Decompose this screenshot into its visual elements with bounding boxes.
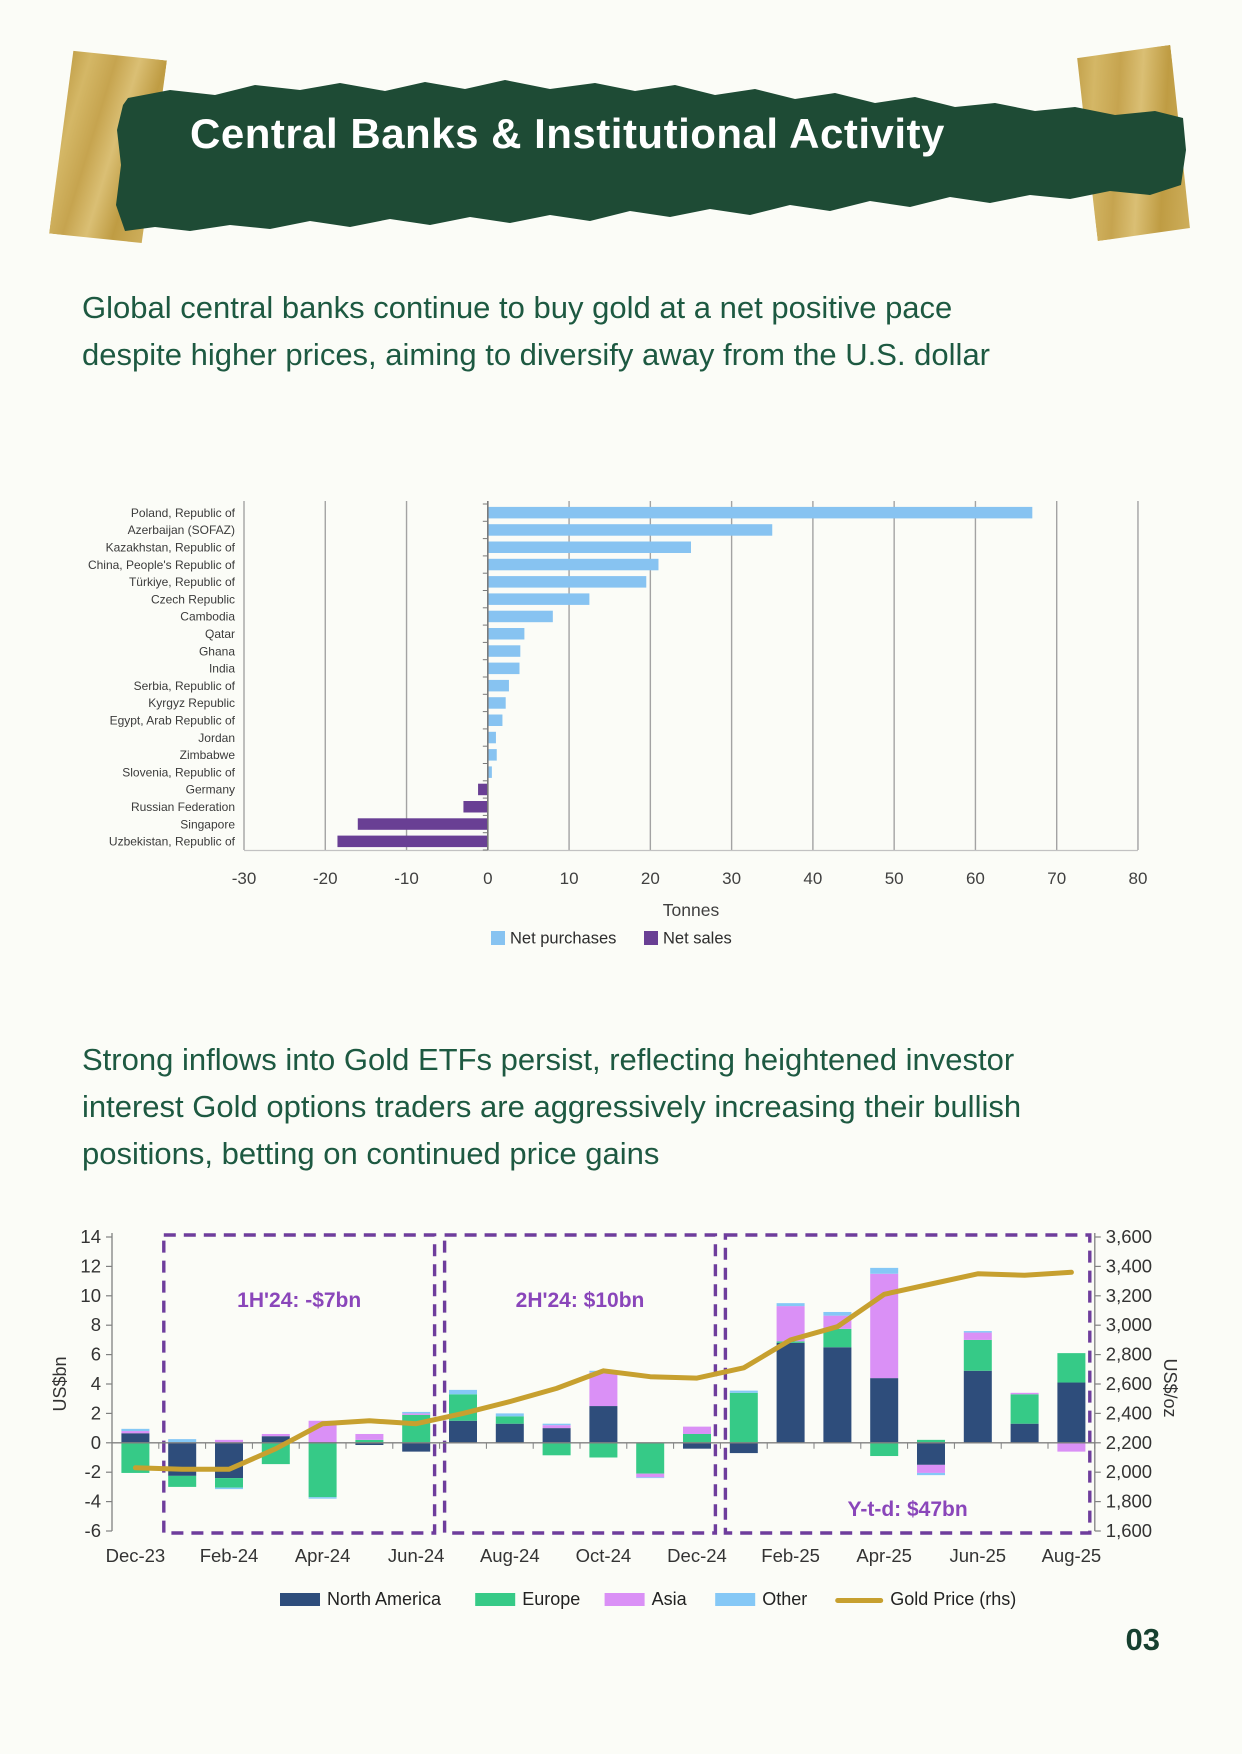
- country-label: India: [208, 661, 235, 676]
- x-tick-label: 0: [483, 869, 493, 888]
- page-number: 03: [1125, 1622, 1160, 1657]
- x-tick-label: 30: [722, 869, 742, 888]
- legend-label: North America: [327, 1589, 442, 1609]
- legend-swatch-other: [715, 1593, 755, 1606]
- bar-segment-europe: [964, 1340, 992, 1371]
- bar-segment-europe: [168, 1476, 196, 1487]
- right-tick-label: 1,800: [1105, 1490, 1153, 1512]
- bar-segment-north-america: [917, 1443, 945, 1465]
- bar-segment-asia: [543, 1425, 571, 1428]
- x-tick-label: 70: [1047, 869, 1067, 888]
- country-label: China, People's Republic of: [87, 557, 235, 572]
- left-tick-label: 6: [90, 1343, 101, 1365]
- country-label: Kyrgyz Republic: [148, 696, 235, 711]
- country-label: Qatar: [204, 626, 235, 641]
- bar-net-purchases: [488, 524, 772, 536]
- x-tick-label: Aug-24: [479, 1545, 540, 1566]
- left-tick-label: 12: [80, 1255, 101, 1277]
- country-label: Singapore: [180, 817, 235, 832]
- left-tick-label: 0: [90, 1431, 101, 1453]
- bar-segment-north-america: [823, 1347, 851, 1443]
- bar-net-purchases: [488, 697, 506, 709]
- bar-net-sales: [337, 836, 487, 848]
- bar-segment-north-america: [683, 1443, 711, 1449]
- right-tick-label: 2,200: [1105, 1431, 1153, 1453]
- bar-segment-asia: [870, 1274, 898, 1378]
- country-label: Türkiye, Republic of: [128, 575, 235, 590]
- bar-segment-north-america: [496, 1424, 524, 1443]
- right-tick-label: 3,200: [1105, 1284, 1153, 1306]
- annotation-text: 2H'24: $10bn: [515, 1289, 645, 1312]
- country-label: Germany: [185, 782, 235, 797]
- legend-swatch-asia: [605, 1593, 645, 1606]
- bar-segment-north-america: [543, 1428, 571, 1443]
- bar-net-purchases: [488, 542, 691, 554]
- bar-segment-asia: [683, 1427, 711, 1434]
- bar-segment-other: [777, 1303, 805, 1306]
- annotation-text: Y-t-d: $47bn: [847, 1498, 968, 1521]
- intro-2-line-3: positions, betting on continued price gains: [82, 1136, 660, 1171]
- x-tick-label: 60: [965, 869, 985, 888]
- right-tick-label: 2,400: [1105, 1402, 1153, 1424]
- intro-2-line-2: interest Gold options traders are aggressively increasing their bullish: [82, 1089, 1022, 1124]
- bar-segment-other: [309, 1497, 337, 1498]
- bar-segment-asia: [402, 1413, 430, 1414]
- legend-label: Other: [762, 1589, 808, 1609]
- bar-segment-europe: [543, 1443, 571, 1455]
- bar-segment-europe: [1057, 1353, 1085, 1382]
- bar-segment-asia: [636, 1474, 664, 1478]
- left-tick-label: -6: [84, 1520, 101, 1541]
- x-tick-label: -20: [312, 869, 338, 888]
- x-tick-label: Dec-23: [105, 1545, 166, 1566]
- x-tick-label: Oct-24: [575, 1545, 632, 1566]
- bar-segment-europe: [870, 1443, 898, 1456]
- x-tick-label: Apr-24: [294, 1545, 351, 1566]
- bar-segment-north-america: [777, 1343, 805, 1443]
- country-label: Zimbabwe: [179, 748, 235, 763]
- right-tick-label: 2,800: [1105, 1343, 1153, 1365]
- bar-segment-other: [636, 1477, 664, 1478]
- bar-segment-asia: [1057, 1443, 1085, 1452]
- x-tick-label: -10: [394, 869, 419, 888]
- bar-segment-europe: [683, 1434, 711, 1443]
- left-tick-label: -4: [84, 1490, 101, 1512]
- bar-segment-north-america: [730, 1443, 758, 1453]
- legend-swatch-1: [644, 931, 658, 945]
- bar-net-purchases: [488, 576, 646, 588]
- bar-segment-europe: [496, 1416, 524, 1423]
- bar-segment-other: [496, 1413, 524, 1416]
- bar-segment-north-america: [964, 1371, 992, 1443]
- country-label: Uzbekistan, Republic of: [108, 834, 235, 849]
- bar-segment-europe: [730, 1393, 758, 1443]
- bar-segment-other: [823, 1312, 851, 1316]
- page-title: Central Banks & Institutional Activity: [190, 110, 945, 157]
- bar-segment-europe: [215, 1478, 243, 1488]
- country-label: Czech Republic: [150, 592, 235, 607]
- legend-swatch-0: [491, 931, 505, 945]
- left-axis-title: US$bn: [50, 1356, 70, 1412]
- bar-segment-asia: [355, 1434, 383, 1440]
- bar-segment-other: [402, 1412, 430, 1413]
- bar-segment-asia: [964, 1333, 992, 1340]
- left-tick-label: 4: [90, 1373, 101, 1394]
- legend-swatch-north-america: [280, 1593, 320, 1606]
- bar-segment-other: [543, 1424, 571, 1425]
- bar-segment-north-america: [1011, 1424, 1039, 1443]
- bar-segment-other: [730, 1391, 758, 1393]
- right-tick-label: 3,400: [1105, 1255, 1153, 1277]
- right-tick-label: 2,600: [1105, 1373, 1153, 1394]
- country-label: Jordan: [198, 730, 235, 745]
- legend-label: Asia: [651, 1589, 687, 1609]
- legend-label: Net purchases: [510, 929, 617, 948]
- bar-segment-asia: [262, 1434, 290, 1436]
- country-label: Poland, Republic of: [130, 505, 235, 520]
- country-label: Cambodia: [180, 609, 235, 624]
- x-tick-label: Feb-24: [199, 1545, 259, 1566]
- bar-segment-europe: [636, 1443, 664, 1474]
- legend-swatch-gold-price: [835, 1598, 883, 1603]
- country-label: Kazakhstan, Republic of: [105, 540, 235, 555]
- bar-net-purchases: [488, 507, 1033, 519]
- annotation-text: 1H'24: -$7bn: [237, 1289, 362, 1312]
- left-tick-label: 8: [90, 1314, 101, 1336]
- right-tick-label: 2,000: [1105, 1461, 1153, 1483]
- bar-segment-north-america: [402, 1443, 430, 1452]
- bar-segment-asia: [1011, 1393, 1039, 1394]
- bar-net-purchases: [488, 715, 503, 727]
- x-tick-label: 10: [559, 869, 579, 888]
- bar-segment-asia: [589, 1372, 617, 1406]
- bar-segment-other: [449, 1390, 477, 1394]
- left-tick-label: 2: [90, 1402, 101, 1424]
- legend-label: Net sales: [663, 929, 732, 948]
- bar-segment-north-america: [1057, 1383, 1085, 1443]
- bar-segment-europe: [1011, 1394, 1039, 1423]
- x-tick-label: 80: [1128, 869, 1148, 888]
- legend-label: Europe: [522, 1589, 581, 1609]
- x-tick-label: Apr-25: [856, 1545, 912, 1566]
- legend-label: Gold Price (rhs): [890, 1589, 1017, 1609]
- left-tick-label: 10: [80, 1284, 101, 1306]
- bar-net-sales: [463, 801, 487, 813]
- bar-segment-asia: [917, 1465, 945, 1473]
- x-tick-label: Jun-24: [387, 1545, 445, 1566]
- bar-net-sales: [358, 818, 488, 830]
- country-label: Russian Federation: [130, 799, 235, 814]
- x-tick-label: Dec-24: [667, 1545, 727, 1566]
- right-axis-title: US$/oz: [1160, 1358, 1180, 1418]
- country-label: Ghana: [198, 644, 235, 659]
- x-tick-label: Feb-25: [761, 1545, 820, 1566]
- bar-net-purchases: [488, 559, 659, 571]
- bar-segment-other: [917, 1473, 945, 1475]
- country-label: Slovenia, Republic of: [122, 765, 235, 780]
- x-tick-label: -30: [231, 869, 257, 888]
- intro-1-line-1: Global central banks continue to buy gold at a net positive pace: [82, 290, 953, 325]
- x-tick-label: Aug-25: [1041, 1545, 1102, 1566]
- x-tick-label: 50: [884, 869, 904, 888]
- bar-segment-other: [870, 1268, 898, 1274]
- country-label: Azerbaijan (SOFAZ): [127, 523, 235, 538]
- bar-segment-north-america: [121, 1433, 149, 1443]
- annotation-box: [445, 1235, 716, 1533]
- bar-segment-other: [964, 1331, 992, 1332]
- bar-net-purchases: [488, 663, 520, 675]
- bar-segment-europe: [589, 1443, 617, 1458]
- bar-segment-north-america: [215, 1443, 243, 1478]
- bar-segment-asia: [121, 1431, 149, 1433]
- x-axis-title: Tonnes: [662, 900, 720, 920]
- bar-segment-europe: [309, 1443, 337, 1497]
- intro-1-line-2: despite higher prices, aiming to diversify away from the U.S. dollar: [82, 337, 991, 372]
- country-label: Serbia, Republic of: [133, 678, 235, 693]
- legend-swatch-europe: [475, 1593, 515, 1606]
- right-tick-label: 3,600: [1105, 1226, 1153, 1247]
- bar-net-purchases: [488, 732, 496, 744]
- bar-segment-north-america: [870, 1378, 898, 1443]
- bar-net-purchases: [488, 593, 590, 605]
- bar-net-sales: [478, 784, 488, 796]
- bar-segment-other: [121, 1429, 149, 1431]
- bar-net-purchases: [488, 611, 553, 623]
- bar-net-purchases: [488, 680, 509, 692]
- left-tick-label: -2: [84, 1461, 101, 1483]
- right-tick-label: 3,000: [1105, 1314, 1153, 1336]
- bar-segment-north-america: [589, 1406, 617, 1443]
- bar-net-purchases: [488, 645, 521, 657]
- bar-net-purchases: [488, 749, 497, 761]
- x-tick-label: Jun-25: [949, 1545, 1007, 1566]
- bar-segment-other: [215, 1488, 243, 1489]
- left-tick-label: 14: [80, 1226, 101, 1247]
- country-label: Egypt, Arab Republic of: [109, 713, 235, 728]
- x-tick-label: 20: [640, 869, 660, 888]
- bar-segment-north-america: [449, 1421, 477, 1443]
- right-tick-label: 1,600: [1105, 1520, 1153, 1541]
- x-tick-label: 40: [803, 869, 823, 888]
- intro-2-line-1: Strong inflows into Gold ETFs persist, reflecting heightened investor: [82, 1042, 1015, 1077]
- bar-net-purchases: [488, 628, 525, 640]
- annotation-box: [164, 1235, 435, 1533]
